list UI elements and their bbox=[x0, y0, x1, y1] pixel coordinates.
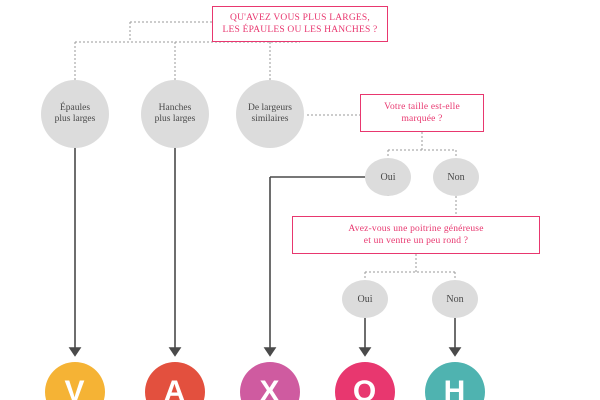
answer-taille-oui bbox=[365, 158, 411, 196]
branch-circle-hanches-line2: plus larges bbox=[154, 114, 196, 124]
question-poitrine-line1: Avez-vous une poitrine généreuse bbox=[348, 223, 484, 234]
question-poitrine-box bbox=[292, 216, 540, 254]
question-taille-line2: marquée ? bbox=[401, 114, 443, 124]
question-main-line2: LES ÉPAULES OU LES HANCHES ? bbox=[222, 25, 378, 35]
question-taille-line1: Votre taille est-elle bbox=[384, 101, 460, 112]
result-circle-h bbox=[425, 362, 485, 400]
answer-poitrine-non-label: Non bbox=[446, 293, 464, 305]
question-poitrine-line2: et un ventre un peu rond ? bbox=[363, 236, 469, 246]
answer-taille-oui-label: Oui bbox=[380, 171, 396, 183]
result-circle-x bbox=[240, 362, 300, 400]
result-circle-a bbox=[145, 362, 205, 400]
branch-circle-similaires bbox=[236, 80, 304, 148]
branch-circle-epaules-line2: plus larges bbox=[54, 114, 96, 124]
answer-taille-non-label: Non bbox=[447, 171, 465, 183]
branch-circle-similaires-line1: De largeurs bbox=[248, 102, 292, 113]
question-main-line1: QU'AVEZ VOUS PLUS LARGES, bbox=[230, 12, 370, 23]
result-circle-o bbox=[335, 362, 395, 400]
result-letter-h: H bbox=[443, 375, 467, 400]
branch-circle-epaules bbox=[41, 80, 109, 148]
result-letter-x: X bbox=[259, 375, 281, 400]
result-letter-o: O bbox=[352, 375, 378, 400]
result-letter-a: A bbox=[163, 375, 187, 400]
question-taille-box bbox=[360, 94, 484, 132]
result-letter-v: V bbox=[64, 375, 86, 400]
question-main-box bbox=[212, 6, 388, 42]
answer-poitrine-oui-label: Oui bbox=[357, 293, 373, 305]
branch-circle-epaules-line1: Épaules bbox=[59, 102, 91, 113]
result-circle-v bbox=[45, 362, 105, 400]
branch-circle-hanches-line1: Hanches bbox=[158, 102, 192, 113]
branch-circle-hanches bbox=[141, 80, 209, 148]
answer-poitrine-oui bbox=[342, 280, 388, 318]
answer-poitrine-non bbox=[432, 280, 478, 318]
branch-circle-similaires-line2: similaires bbox=[251, 114, 289, 124]
answer-taille-non bbox=[433, 158, 479, 196]
